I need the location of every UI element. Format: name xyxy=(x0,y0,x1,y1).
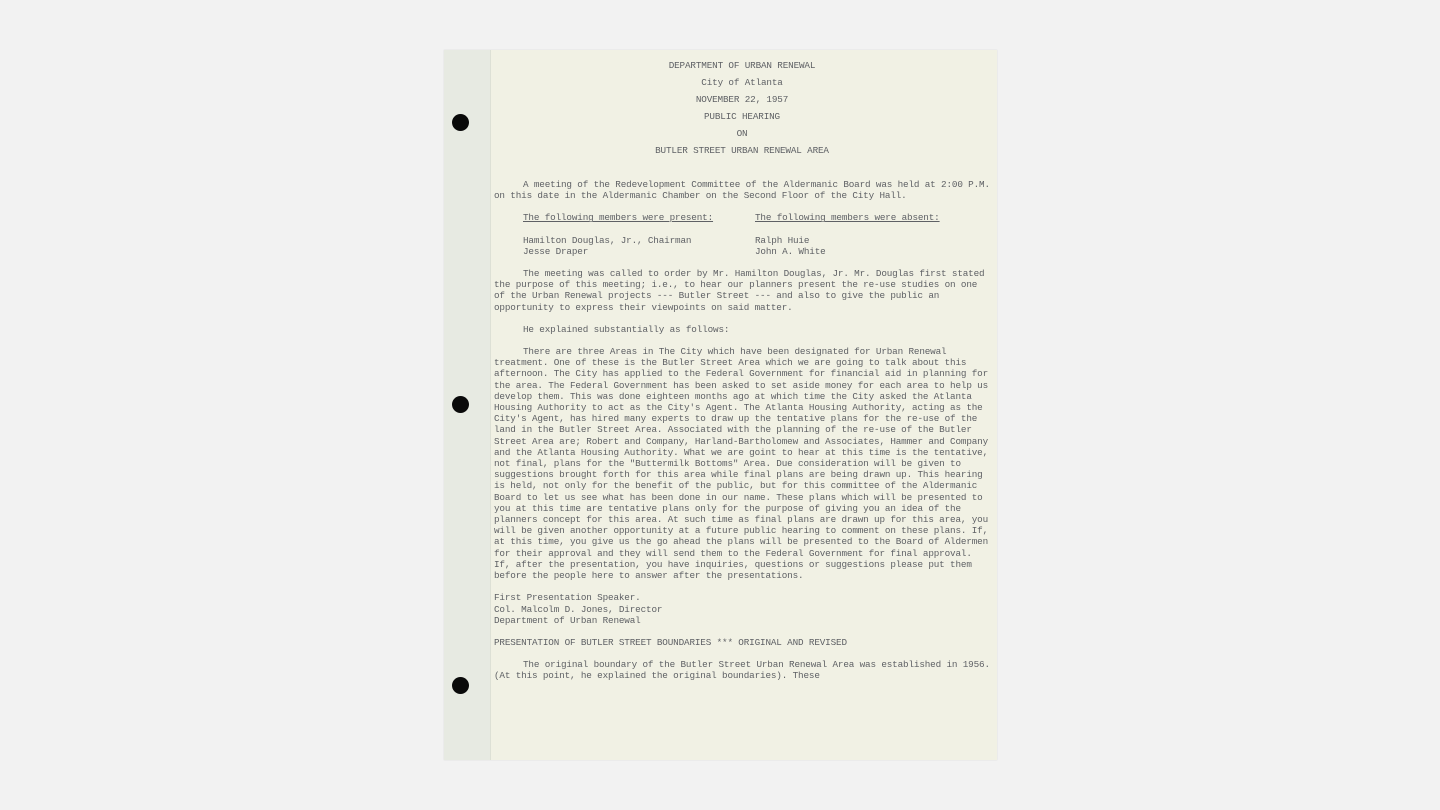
explanation-paragraph: There are three Areas in The City which have been designated for Urban Renewal treatment. One of these is the Butler Street Area which we are going to talk about this afternoon. The City has applied to the Federal Government for financial aid in planning for the area. The Federal Government has been asked to set aside money for each area to help us develop them. This was done eighteen months ago at which time the City asked the Atlanta Housing Authority to act as the City's Agent. The Atlanta Housing Authority, acting as the City's Agent, has hired many experts to draw up the tentative plans for the re-use of the land in the Butler Street Area. Associated with the planning of the re-use of the Butler Street Area are; Robert and Company, Harland-Bartholomew and Associates, Hammer and Company and the Atlanta Housing Authority. What we are goint to hear at this time is the tentative, not final, plans for the "Buttermilk Bottoms" Area. Due consideration will be given to suggestions brought forth for this area while final plans are being drawn up. This hearing is held, not only for the benefit of the public, but for this committee of the Aldermanic Board to let us see what has been done in our name. These plans which will be presented to you at this time are tentative plans only for the purpose of giving you an idea of the planners concept for this area. At such time as final plans are drawn up for this area, you will be given another opportunity at a future public hearing to comment on these plans. If, at this time, you give us the go ahead the plans will be presented to the Board of Aldermen for their approval and they will send them to the Federal Government for final approval. If, after the presentation, you have inquiries, questions or suggestions please put them before the people here to answer after the presentations. xyxy=(494,346,989,582)
present-heading: The following members were present: xyxy=(523,212,714,224)
punch-hole-top xyxy=(452,114,469,131)
document-page xyxy=(444,50,997,760)
members-row-2 xyxy=(494,246,990,257)
present-member: Jesse Draper xyxy=(523,245,589,257)
absent-member: John A. White xyxy=(755,245,826,257)
intro-paragraph: A meeting of the Redevelopment Committee of the Aldermanic Board was held at 2:00 P.M. on this date in the Aldermanic Chamber on the Second Floor of the City Hall. xyxy=(494,179,990,202)
header-on: ON xyxy=(736,128,748,139)
header-date: NOVEMBER 22, 1957 xyxy=(695,94,789,105)
absent-member: Ralph Huie xyxy=(755,234,810,246)
present-member: Hamilton Douglas, Jr., Chairman xyxy=(523,234,692,246)
header-city: City of Atlanta xyxy=(701,77,783,88)
punch-hole-middle xyxy=(452,396,469,413)
speaker-label: First Presentation Speaker. xyxy=(494,592,641,604)
header-public-hearing: PUBLIC HEARING xyxy=(703,111,780,122)
header-department: DEPARTMENT OF URBAN RENEWAL xyxy=(668,60,816,71)
binding-strip xyxy=(444,50,491,760)
section-heading: PRESENTATION OF BUTLER STREET BOUNDARIES *** ORIGINAL AND REVISED xyxy=(494,636,847,648)
header-area-title: BUTLER STREET URBAN RENEWAL AREA xyxy=(655,145,829,156)
members-headings xyxy=(494,212,990,223)
boundary-paragraph: The original boundary of the Butler Street Urban Renewal Area was established in 1956. (At this point, he explained the original boundaries). These xyxy=(494,659,990,682)
punch-hole-bottom xyxy=(452,677,469,694)
document-text xyxy=(494,60,990,682)
call-to-order-paragraph: The meeting was called to order by Mr. Hamilton Douglas, Jr. Mr. Douglas first stated the purpose of this meeting; i.e., to hear our planners present the re-use studies on one of the Urban Renewal projects --- Butler Street --- and also to give the public an opportunity to express their viewpoints on said matter. xyxy=(494,268,985,313)
explanation-intro: He explained substantially as follows: xyxy=(523,323,730,335)
members-row-1 xyxy=(494,235,990,246)
speaker-department: Department of Urban Renewal xyxy=(494,614,641,626)
speaker-name: Col. Malcolm D. Jones, Director xyxy=(494,603,663,615)
absent-heading: The following members were absent: xyxy=(755,212,940,224)
